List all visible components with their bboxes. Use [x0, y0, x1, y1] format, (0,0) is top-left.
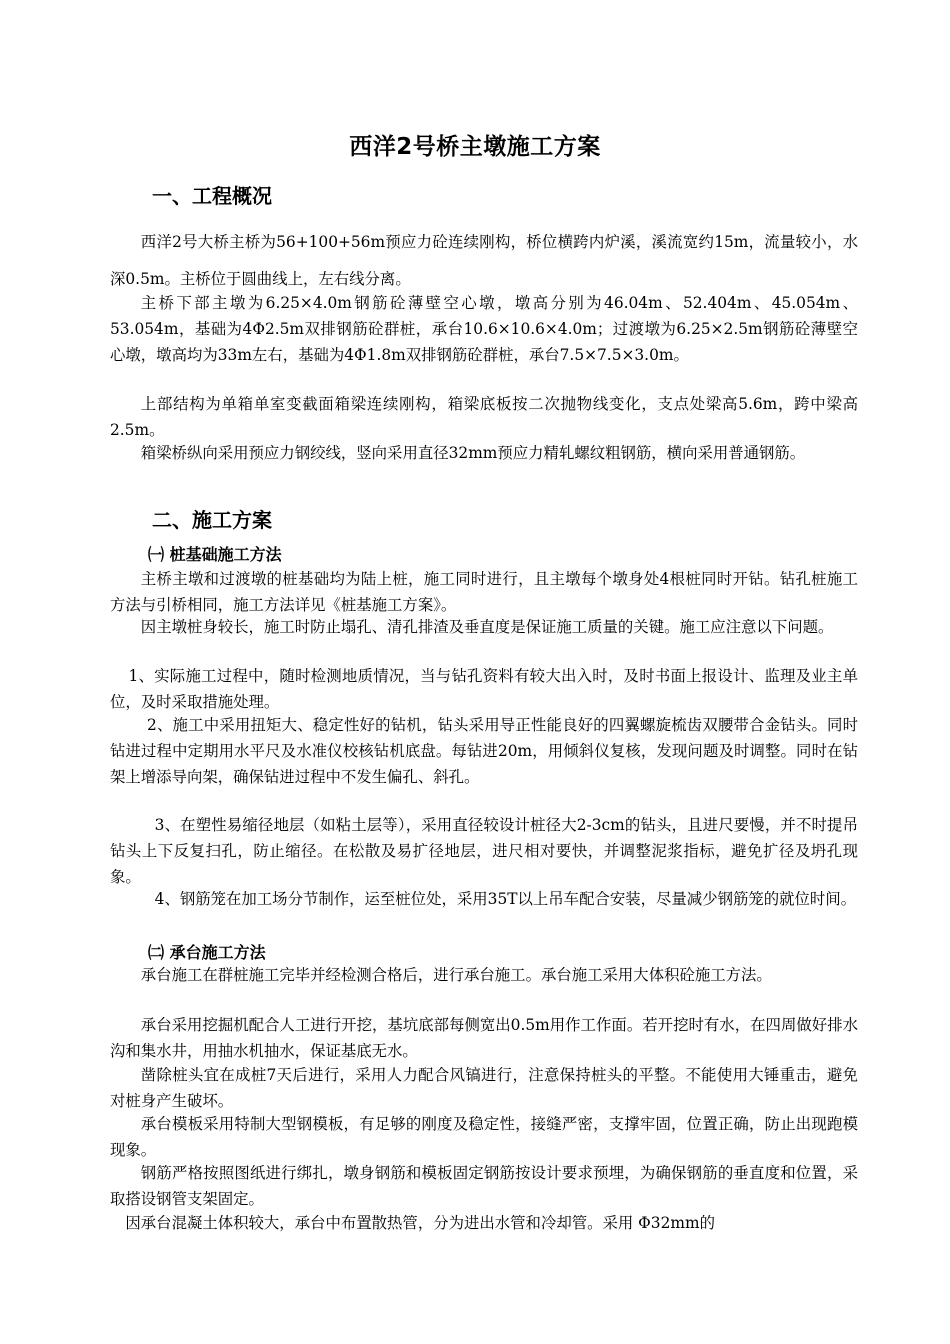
paragraph: 因主墩桩身较长，施工时防止塌孔、清孔排渣及垂直度是保证施工质量的关键。施工应注意以下问题。 — [140, 618, 834, 636]
section-heading-overview: 一、工程概况 — [152, 184, 272, 208]
paragraph: 西洋2号大桥主桥为56+100+56m预应力砼连续刚构，桥位横跨内炉溪，溪流宽约15m，流量较小，水深0.5m。主桥位于圆曲线上，左右线分离。 — [110, 233, 858, 288]
list-item: 1、实际施工过程中，随时检测地质情况，当与钻孔资料有较大出入时，及时书面上报设计、监理及业主单位，及时采取措施处理。 — [110, 667, 858, 711]
paragraph: 上部结构为单箱单室变截面箱梁连续刚构，箱梁底板按二次抛物线变化，支点处梁高5.6m，跨中梁高2.5m。 — [110, 395, 858, 439]
paragraph: 因承台混凝土体积较大，承台中布置散热管，分为进出水管和冷却管。采用 Φ32mm的 — [125, 1214, 715, 1232]
paragraph: 承台施工在群桩施工完毕并经检测合格后，进行承台施工。承台施工采用大体积砼施工方法。 — [140, 966, 772, 984]
list-item: 4、钢筋笼在加工场分节制作，运至桩位处，采用35T以上吊车配合安装，尽量减少钢筋笼的就位时间。 — [154, 890, 857, 908]
paragraph: 箱梁桥纵向采用预应力钢绞线，竖向采用直径32mm预应力精轧螺纹粗钢筋，横向采用普通钢筋。 — [140, 444, 806, 462]
paragraph: 主桥下部主墩为6.25×4.0m钢筋砼薄壁空心墩，墩高分别为46.04m、52.404m、45.054m、53.054m，基础为4Φ2.5m双排钢筋砼群桩，承台10.6×10.6×4.0m；过渡墩为6.25×2.5m钢筋砼薄壁空心墩，墩高均为33m左右，基础为4Φ1.8m双排钢筋砼群桩，承台7.5×7.5×3.0m。 — [110, 294, 858, 364]
paragraph: 承台采用挖掘机配合人工进行开挖，基坑底部每侧宽出0.5m用作工作面。若开挖时有水，在四周做好排水沟和集水井，用抽水机抽水，保证基底无水。 — [110, 1016, 858, 1060]
section-heading-construction-plan: 二、施工方案 — [152, 508, 272, 532]
paragraph: 钢筋严格按照图纸进行绑扎，墩身钢筋和模板固定钢筋按设计要求预埋，为确保钢筋的垂直度和位置，采取搭设钢管支架固定。 — [110, 1164, 858, 1208]
document-title: 西洋2号桥主墩施工方案 — [349, 134, 601, 160]
list-item: 2、施工中采用扭矩大、稳定性好的钻机，钻头采用导正性能良好的四翼螺旋梳齿双腰带合金钻头。同时钻进过程中定期用水平尺及水准仪校核钻机底盘。每钻进20m，用倾斜仪复核，发现问题及时调整。同时在钻架上增添导向架，确保钻进过程中不发生偏孔、斜孔。 — [110, 716, 858, 786]
paragraph: 主桥主墩和过渡墩的桩基础均为陆上桩，施工同时进行，且主墩每个墩身处4根桩同时开钻。钻孔桩施工方法与引桥相同，施工方法详见《桩基施工方案》。 — [110, 570, 858, 614]
paragraph: 承台模板采用特制大型钢模板，有足够的刚度及稳定性，接缝严密，支撑牢固，位置正确，防止出现跑模现象。 — [110, 1115, 858, 1159]
list-item: 3、在塑性易缩径地层（如粘土层等），采用直径较设计桩径大2-3cm的钻头，且进尺要慢，并不时提吊钻头上下反复扫孔，防止缩径。在松散及易扩径地层，进尺相对要快，并调整泥浆指标，避免扩径及坍孔现象。 — [110, 816, 858, 886]
subsection-heading-pile-cap: ㈡ 承台施工方法 — [148, 943, 266, 962]
paragraph: 凿除桩头宜在成桩7天后进行，采用人力配合风镐进行，注意保持桩头的平整。不能使用大锤重击，避免对桩身产生破坏。 — [110, 1066, 858, 1110]
subsection-heading-pile-foundation: ㈠ 桩基础施工方法 — [148, 545, 282, 564]
